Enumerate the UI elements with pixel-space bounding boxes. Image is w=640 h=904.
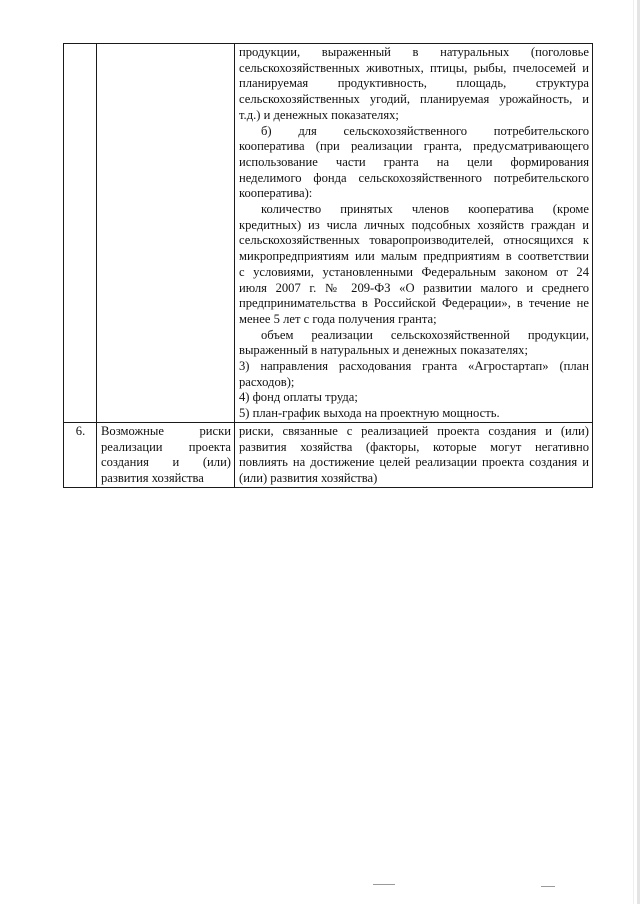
text-line: выраженный в натуральных и денежных показателях; — [239, 343, 528, 358]
text-line: сельскохозяйственных товаропроизводителей, относящихся к — [239, 233, 589, 248]
text-line: кооператива): — [239, 186, 313, 201]
scan-artifact-mark — [541, 886, 555, 887]
text-line: риски, связанные с реализацией проекта создания и (или) — [239, 423, 589, 438]
cell-content-continued — [235, 44, 593, 423]
document-table — [63, 43, 593, 488]
text-line: неделимого фонда сельскохозяйственного потребительского — [239, 170, 589, 185]
text-line: менее 5 лет с года получения гранта; — [239, 311, 437, 326]
text-line: продукции, выраженный в натуральных (поголовье — [239, 45, 589, 59]
scan-artifact-mark — [373, 884, 395, 885]
text-line: использование части гранта на цели формирования — [239, 154, 589, 169]
text-line: с условиями, установленными Федеральным законом от 24 — [239, 264, 589, 279]
text-line: 3) направления расходования гранта «Агростартап» (план — [239, 359, 589, 374]
text-line: микропредприятиям или малым предприятиям в соответствии — [239, 249, 589, 264]
cell-number-empty — [64, 44, 97, 423]
text-line: планируемая продуктивность, площадь, структура — [239, 76, 589, 91]
text-line: б) для сельскохозяйственного потребительского — [261, 123, 589, 138]
cell-title — [97, 422, 235, 487]
table-row-continued — [64, 44, 593, 423]
text-line: расходов); — [239, 374, 295, 389]
text-line: сельскохозяйственных угодий, планируемая урожайность, и — [239, 92, 589, 107]
cell-number — [64, 422, 97, 487]
text-line: 5) план-график выхода на проектную мощность. — [239, 406, 500, 421]
text-line: предпринимательства в Российской Федерации», в течение не — [239, 296, 589, 311]
title-line: развития хозяйства — [101, 470, 204, 485]
text-line: (или) развития хозяйства) — [239, 470, 378, 485]
text-line: 4) фонд оплаты труда; — [239, 390, 358, 405]
text-line: повлиять на достижение целей реализации проекта создания и — [239, 455, 589, 470]
title-line: Возможные риски — [101, 423, 231, 438]
text-line: объем реализации сельскохозяйственной продукции, — [261, 327, 589, 342]
text-line: т.д.) и денежных показателях; — [239, 107, 399, 122]
row-number: 6. — [75, 423, 86, 438]
cell-content — [235, 422, 593, 487]
text-line: кооператива (при реализации гранта, предусматривающего — [239, 139, 589, 154]
page-edge-shadow — [633, 0, 634, 904]
text-line: кредитных) из числа личных подсобных хозяйств граждан и — [239, 217, 589, 232]
text-line: июля 2007 г. № 209-ФЗ «О развитии малого и среднего — [239, 280, 589, 295]
title-line: создания и (или) — [101, 455, 231, 470]
text-line: развития хозяйства (факторы, которые могут негативно — [239, 439, 589, 454]
table-row-6 — [64, 422, 593, 487]
text-line: сельскохозяйственных животных, птицы, рыбы, пчелосемей и — [239, 60, 589, 75]
title-line: реализации проекта — [101, 439, 231, 454]
cell-title-empty — [97, 44, 235, 423]
text-line: количество принятых членов кооператива (кроме — [261, 202, 589, 217]
